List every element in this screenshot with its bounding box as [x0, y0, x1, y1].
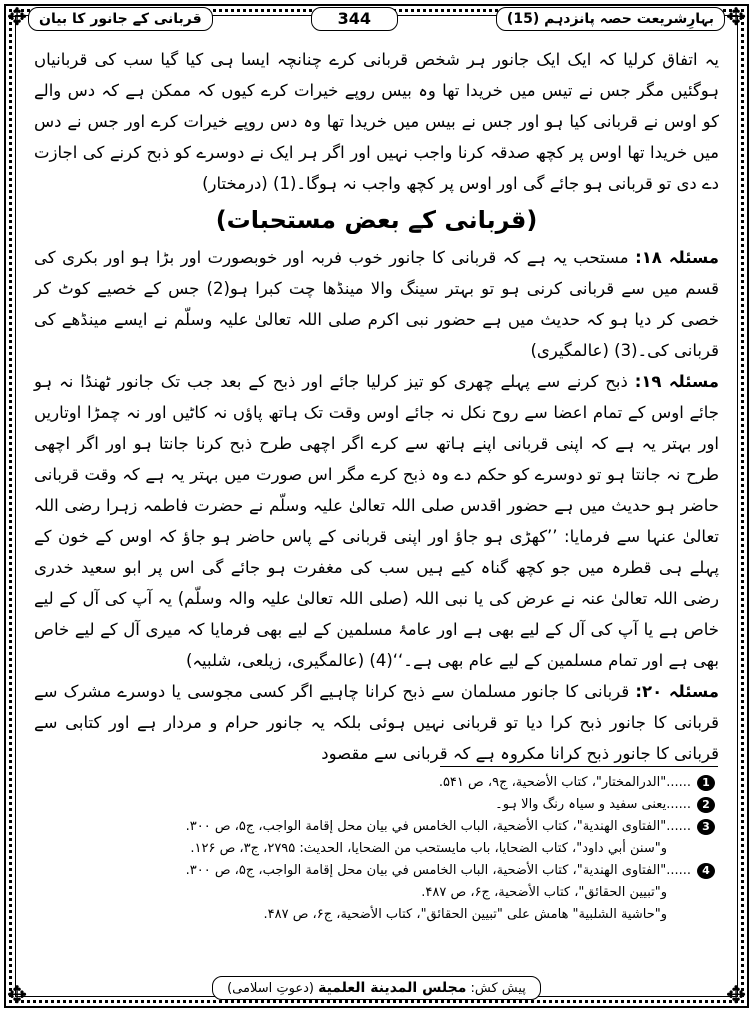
footnote-line: ......یعنی سفید و سیاہ رنگ والا ہو۔ — [495, 797, 691, 812]
corner-ornament-icon: ✥ — [725, 3, 747, 31]
footnote — [40, 860, 715, 926]
footnote — [40, 816, 715, 860]
footnote-line: و"تبيين الحقائق"، كتاب الأضحية، ج۶، ص ۴۸۷. — [421, 885, 667, 900]
section-heading — [34, 205, 719, 238]
footnote-line: و"حاشية الشلبية" هامش على "تبيين الحقائق"، كتاب الأضحية، ج۶، ص ۴۸۷. — [263, 907, 667, 922]
publisher-suffix: (دعوتِ اسلامی) — [227, 981, 314, 996]
corner-ornament-icon: ✥ — [725, 981, 747, 1009]
section-heading-text: (قربانی کے بعض مستحبات) — [215, 206, 538, 234]
page-number: 344 — [311, 7, 398, 31]
footnote-number: 1 — [697, 775, 715, 791]
footnote-number: 2 — [697, 797, 715, 813]
footnote-number: 3 — [697, 819, 715, 835]
page-footer — [0, 976, 753, 1000]
footnote-line: ......"الدرالمختار"، کتاب الأضحیة، ج۹، ص ۵۴۱. — [438, 775, 691, 790]
footer-prefix: پیش کش: — [470, 981, 526, 996]
masala-label: مسئلہ ۲۰: — [635, 682, 720, 701]
book-title: بہارِشریعت حصہ پانزدہم (15) — [496, 7, 725, 31]
footnote-separator — [440, 766, 718, 767]
corner-ornament-icon: ✥ — [6, 3, 28, 31]
page-header — [28, 6, 725, 32]
main-text — [34, 44, 719, 769]
footnote-line: و"سنن أبي داود"، كتاب الضحايا، باب مايستحب من الضحايا، الحديث: ۲۷۹۵، ج۳، ص ۱۲۶. — [190, 841, 667, 856]
corner-ornament-icon: ✥ — [6, 981, 28, 1009]
masala-label: مسئلہ ۱۸: — [635, 248, 719, 267]
publisher-box — [212, 976, 541, 1000]
footnote — [40, 794, 715, 816]
masala-20 — [34, 676, 719, 769]
footnote-number: 4 — [697, 863, 715, 879]
paragraph: یہ اتفاق کرلیا کہ ایک ایک جانور ہر شخص قربانی کرے چنانچہ ایسا ہی کیا گیا سب کی قربانیاں ہوگئیں مگر جس نے تیس میں خریدا تھا وہ بیس روپے خیرات کرے کیوں کہ ممکن ہے کہ دس والے کو اوس نے قربانی کیا ہو اور جس نے بیس میں خریدا تھا وہ دس روپے خیرات کرے اور جس نے دس میں خریدا تھا اوس پر کچھ صدقہ کرنا واجب نہیں اور اگر ہر ایک نے دوسرے کو ذبح کرنے کی اجازت دے دی تو قربانی ہو جائے گی اور اوس پر کچھ واجب نہ ہوگا۔(1) (درمختار) — [34, 50, 719, 193]
footnotes — [40, 772, 715, 926]
masala-18 — [34, 242, 719, 366]
masala-text: قربانی کا جانور مسلمان سے ذبح کرانا چاہیے اگر کسی مجوسی یا دوسرے مشرک سے قربانی کا جانور ذبح کرا دیا تو قربانی نہیں ہوئی بلکہ یہ جانور حرام و مردار ہے اور کتابی سے قربانی کا جانور ذبح کرانا مکروہ ہے کہ قربانی سے مقصود — [34, 682, 719, 763]
masala-text: مستحب یہ ہے کہ قربانی کا جانور خوب فربہ اور خوبصورت اور بڑا ہو اور بکری کی قسم میں سے قربانی کرنی ہو تو بہتر سینگ والا مینڈھا چت کبرا ہو(2) جس کے خصیے کوٹ کر خصی کر دیا ہو کہ حدیث میں ہے حضور نبی اکرم صلی اللہ تعالیٰ علیہ وسلّم نے ایسے مینڈھے کی قربانی کی۔(3) (عالمگیری) — [34, 248, 719, 360]
publisher-name: مجلس المدينة العلمية — [318, 980, 467, 996]
masala-label: مسئلہ ۱۹: — [634, 372, 719, 391]
masala-text: ذبح کرنے سے پہلے چھری کو تیز کرلیا جائے اور ذبح کے بعد جب تک جانور ٹھنڈا نہ ہو جائے اوس کے تمام اعضا سے روح نکل نہ جائے اوس وقت تک ہاتھ پاؤں نہ کاٹیں اور نہ چمڑا اوتاریں اور بہتر یہ ہے کہ اپنی قربانی اپنے ہاتھ سے کرے اگر اچھی طرح ذبح کرنا جانتا ہو اور اگر اچھی طرح نہ جانتا ہو تو دوسرے کو حکم دے وہ ذبح کرے مگر اس صورت میں بہتر یہ ہے کہ وقت قربانی حاضر ہو حدیث میں ہے حضور اقدس صلی اللہ تعالیٰ علیہ وسلّم نے حضرت فاطمہ زہرا رضی اللہ تعالیٰ عنہا سے فرمایا: ’’کھڑی ہو جاؤ اور اپنی قربانی کے پاس حاضر ہو جاؤ کہ اوس کے خون کے پہلے ہی قطرہ میں جو کچھ گناہ کیے ہیں سب کی مغفرت ہو جائے گی اس پر ابو سعید خدری رضی اللہ تعالیٰ عنہ نے عرض کی یا نبی اللہ (صلی اللہ تعالیٰ علیہ والہ وسلّم) یہ آپ کی آل کے لیے خاص ہے یا آپ کی آل کے لیے بھی ہے اور عامۂ مسلمین کے لیے بھی فرمایا کہ میری آل کے لیے خاص بھی ہے اور تمام مسلمین کے لیے عام بھی ہے۔‘‘(4) (عالمگیری، زیلعی، شلبیہ) — [34, 372, 719, 670]
footnote-line: ......"الفتاوى الهندية"، كتاب الأضحية، الباب الخامس في بيان محل إقامة الواجب، ج۵، ص ۳۰۰. — [185, 863, 691, 878]
masala-19 — [34, 366, 719, 676]
chapter-title: قربانی کے جانور کا بیان — [28, 7, 213, 31]
footnote — [40, 772, 715, 794]
footnote-line: ......"الفتاوى الهندية"، كتاب الأضحية، الباب الخامس في بيان محل إقامة الواجب، ج۵، ص ۳۰۰. — [185, 819, 691, 834]
